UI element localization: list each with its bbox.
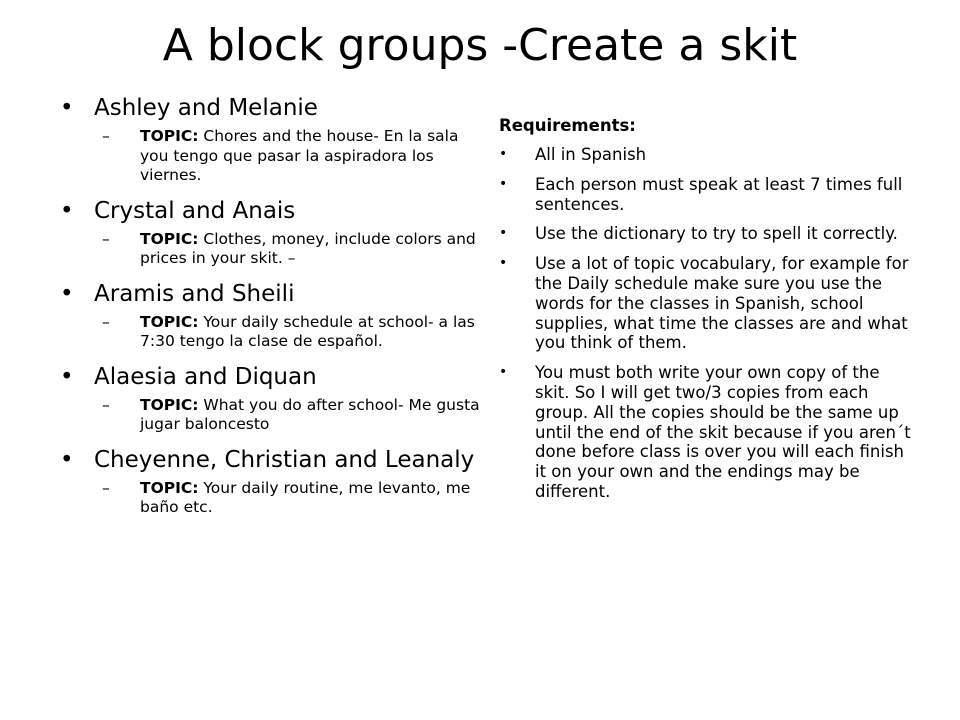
topic-text: What you do after school- Me gusta jugar baloncesto <box>140 395 480 433</box>
topic-text: Chores and the house- En la sala you tengo que pasar la aspiradora los viernes. <box>140 127 459 184</box>
topic-label: TOPIC: <box>140 229 199 248</box>
dash-icon: – <box>102 478 110 497</box>
requirement-item <box>499 254 919 353</box>
topic-label: TOPIC: <box>140 127 199 145</box>
topic-label: TOPIC: <box>140 312 199 331</box>
bullet-icon: • <box>499 364 508 381</box>
dash-icon: – <box>102 312 110 331</box>
group-name: Crystal and Anais <box>94 197 296 224</box>
dash-icon: – <box>102 229 110 248</box>
group-name: Cheyenne, Christian and Leanaly <box>94 446 475 473</box>
topic-text: Your daily routine, me levanto, me baño etc. <box>140 478 471 516</box>
bullet-icon: • <box>60 280 74 307</box>
requirement-item <box>499 224 919 244</box>
topic-text: Your daily schedule at school- a las 7:30 tengo la clase de español. <box>140 312 475 350</box>
group-item <box>60 196 480 269</box>
requirement-text: Use the dictionary to try to spell it correctly. <box>535 224 898 244</box>
bullet-icon: • <box>60 95 74 121</box>
requirement-item <box>499 145 919 165</box>
group-item <box>60 279 480 352</box>
requirement-text: Use a lot of topic vocabulary, for example for the Daily schedule make sure you use the words for the classes in Spanish, school supplies, what time the classes are and what you think of them. <box>535 254 909 353</box>
dash-icon: – <box>102 127 110 145</box>
bullet-icon: • <box>60 197 74 224</box>
requirements-panel <box>499 115 919 512</box>
requirement-item <box>499 175 919 215</box>
bullet-icon: • <box>499 175 508 192</box>
topic-label: TOPIC: <box>140 478 199 497</box>
bullet-icon: • <box>60 446 74 473</box>
bullet-icon: • <box>499 255 508 272</box>
requirement-text: Each person must speak at least 7 times full sentences. <box>535 174 903 214</box>
groups-list <box>60 90 480 528</box>
bullet-icon: • <box>499 225 508 242</box>
group-item <box>60 93 480 186</box>
requirement-item <box>499 363 919 502</box>
group-item <box>60 445 480 518</box>
topic-label: TOPIC: <box>140 395 199 414</box>
group-name: Ashley and Melanie <box>94 95 318 121</box>
slide-title: A block groups -Create a skit <box>162 20 798 71</box>
dash-icon: – <box>102 395 110 414</box>
requirement-text: You must both write your own copy of the skit. So I will get two/3 copies from each group. All the copies should be the same up until the end of the skit because if you aren´t done before class is over you will each finish it on your own and the endings may be different. <box>535 363 911 501</box>
requirements-heading: Requirements: <box>499 116 636 135</box>
bullet-icon: • <box>60 363 74 390</box>
group-item <box>60 362 480 435</box>
group-name: Aramis and Sheili <box>94 280 295 307</box>
requirement-text: All in Spanish <box>535 145 647 164</box>
bullet-icon: • <box>499 146 508 162</box>
group-name: Alaesia and Diquan <box>94 363 317 390</box>
topic-text: Clothes, money, include colors and prices in your skit. – <box>140 229 476 267</box>
